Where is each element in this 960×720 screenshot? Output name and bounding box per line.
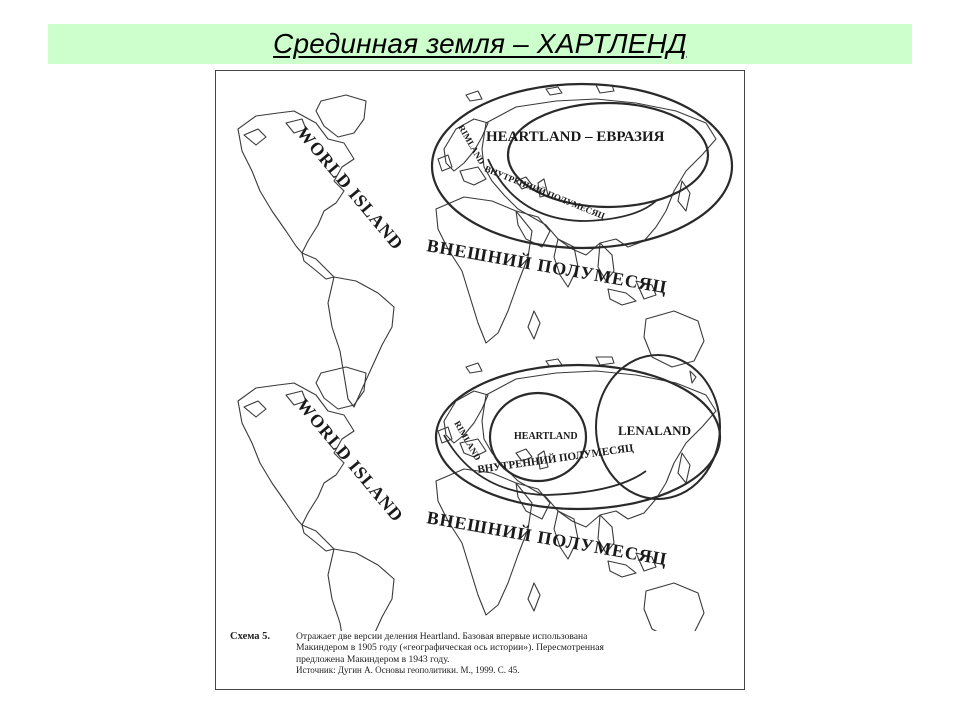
world-island-label-bottom: WORLD ISLAND [292,394,408,526]
caption-line-2: Макиндером в 1905 году («географическая ось истории»). Пересмотренная [296,642,604,654]
heartland-label-bottom: HEARTLAND [514,431,578,442]
outer-crescent-label: ВНЕШНИЙ ПОЛУМЕСЯЦ [425,235,670,298]
world-island-label: WORLD ISLAND [292,122,408,254]
caption-line-1: Отражает две версии деления Heartland. Базовая впервые использована [296,631,588,642]
inner-crescent-label: ВНУТРЕННИЙ ПОЛУМЕСЯЦ [483,163,607,222]
rimland-label: RIMLAND [456,123,487,167]
map-bottom [238,355,720,631]
outer-crescent-label-bottom: ВНЕШНИЙ ПОЛУМЕСЯЦ [425,507,670,570]
map-top [238,84,732,407]
rimland-arc [488,159,656,221]
title-band [48,24,912,64]
caption-source: Источник: Дугин А. Основы геополитики. М., 1999. С. 45. [296,665,520,676]
inner-crescent-label-bottom: ВНУТРЕННИЙ ПОЛУМЕСЯЦ [476,442,635,476]
inner-crescent-oval [432,84,732,248]
lenaland-label: LENALAND [618,423,691,438]
maps-svg [216,71,745,631]
heartland-label: HEARTLAND – ЕВРАЗИЯ [486,129,665,145]
caption-label: Схема 5. [230,631,271,642]
figure-caption [230,631,735,677]
rimland-label-bottom: RIMLAND [452,419,483,463]
caption-line-3: предложена Макиндером в 1943 году. [296,653,450,665]
slide-title: Срединная земля – ХАРТЛЕНД [273,28,687,59]
figure-scan [215,70,745,690]
